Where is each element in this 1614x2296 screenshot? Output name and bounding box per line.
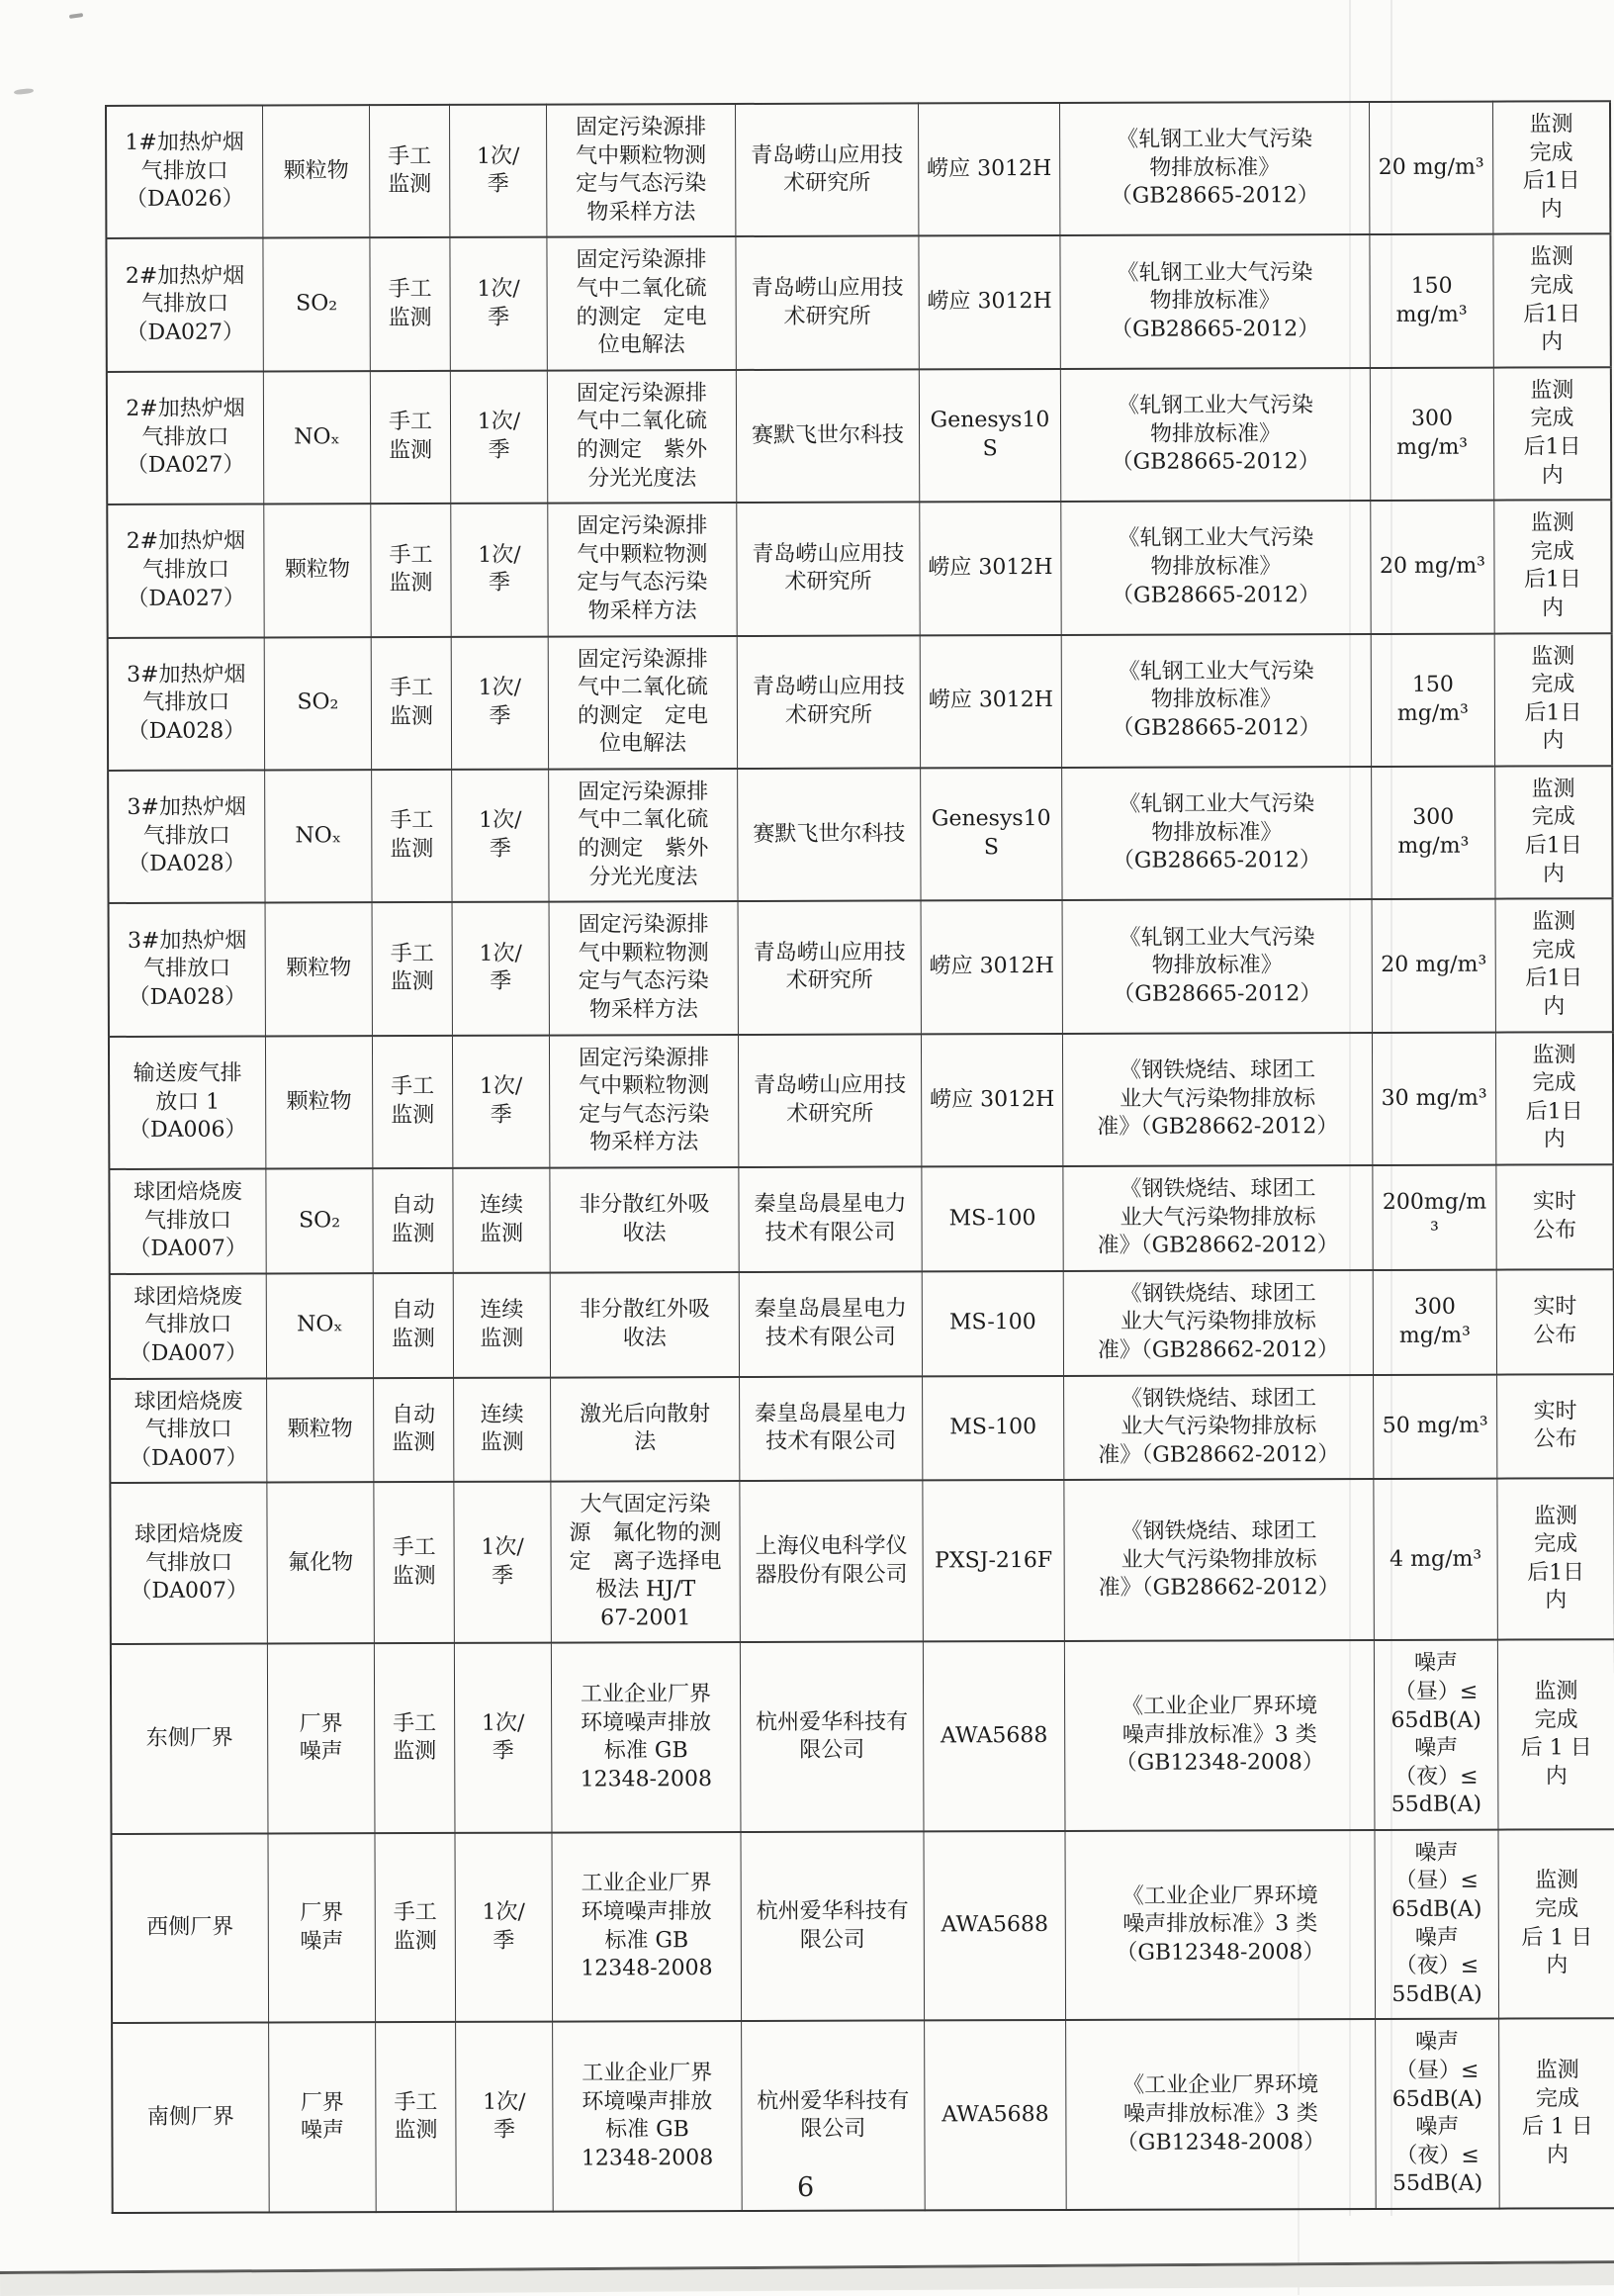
cell-outlet: 1#加热炉烟 气排放口 （DA026）: [106, 105, 263, 238]
cell-pollutant: SO₂: [266, 1168, 373, 1273]
cell-agency: 杭州爱华科技有 限公司: [741, 1831, 925, 2021]
cell-instrument: 崂应 3012H: [919, 235, 1060, 369]
cell-limit: 4 mg/m³: [1374, 1479, 1498, 1640]
cell-limit: 噪声 （昼）≤ 65dB(A) 噪声 （夜）≤ 55dB(A): [1374, 1640, 1498, 1830]
cell-method: 固定污染源排 气中二氧化硫 的测定 定电 位电解法: [548, 635, 737, 769]
cell-method: 工业企业厂界 环境噪声排放 标准 GB 12348-2008: [553, 2021, 743, 2211]
cell-monitoring-mode: 手工 监测: [371, 636, 451, 770]
cell-limit: 20 mg/m³: [1372, 899, 1495, 1033]
cell-standard: 《轧钢工业大气污染 物排放标准》 （GB28665-2012）: [1059, 102, 1369, 235]
cell-limit: 200mg/m ³: [1373, 1165, 1496, 1270]
cell-agency: 秦皇岛晨星电力 技术有限公司: [739, 1166, 922, 1271]
cell-outlet: 东侧厂界: [111, 1644, 268, 1834]
table-row: [111, 1640, 1614, 1834]
cell-pollutant: 颗粒物: [267, 1378, 374, 1483]
cell-limit: 300 mg/m³: [1373, 1269, 1496, 1374]
cell-publish-time: 监测 完成 后1日 内: [1495, 766, 1613, 899]
cell-method: 激光后向散射 法: [551, 1377, 740, 1482]
scan-smudge: [14, 88, 34, 95]
cell-publish-time: 监测 完成 后1日 内: [1493, 367, 1611, 501]
cell-frequency: 连续 监测: [453, 1168, 550, 1273]
cell-instrument: Genesys10S: [919, 369, 1060, 503]
table-row: [106, 101, 1610, 238]
cell-standard: 《轧钢工业大气污染 物排放标准》 （GB28665-2012）: [1060, 368, 1370, 502]
cell-instrument: 崂应 3012H: [921, 1034, 1062, 1167]
cell-pollutant: 颗粒物: [263, 105, 370, 238]
cell-pollutant: SO₂: [263, 238, 370, 372]
cell-publish-time: 监测 完成 后 1 日 内: [1497, 1640, 1614, 1830]
cell-pollutant: NOₓ: [266, 1273, 373, 1378]
cell-outlet: 球团焙烧废 气排放口 （DA007）: [110, 1483, 267, 1644]
cell-publish-time: 监测 完成 后 1 日 内: [1498, 1829, 1614, 2019]
cell-standard: 《钢铁烧结、球团工 业大气污染物排放标 准》（GB28662-2012）: [1062, 1033, 1372, 1166]
cell-frequency: 1次/ 季: [452, 902, 549, 1036]
cell-method: 非分散红外吸 收法: [550, 1167, 739, 1272]
cell-monitoring-mode: 手工 监测: [374, 1482, 455, 1643]
cell-method: 固定污染源排 气中二氧化硫 的测定 紫外 分光光度法: [549, 769, 738, 902]
cell-instrument: AWA5688: [924, 1831, 1066, 2021]
cell-limit: 噪声 （昼）≤ 65dB(A) 噪声 （夜）≤ 55dB(A): [1376, 2019, 1500, 2209]
cell-publish-time: 监测 完成 后1日 内: [1497, 1479, 1614, 1640]
cell-standard: 《工业企业厂界环境 噪声排放标准》3 类 （GB12348-2008）: [1065, 1830, 1376, 2021]
cell-method: 固定污染源排 气中颗粒物测 定与气态污染 物采样方法: [549, 1035, 738, 1168]
cell-agency: 青岛崂山应用技 术研究所: [738, 1034, 921, 1167]
cell-pollutant: SO₂: [264, 637, 371, 771]
cell-publish-time: 监测 完成 后1日 内: [1495, 1032, 1613, 1165]
cell-frequency: 1次/ 季: [454, 1643, 552, 1833]
cell-frequency: 连续 监测: [453, 1272, 550, 1377]
table-row: [107, 367, 1611, 505]
cell-limit: 150 mg/m³: [1371, 633, 1494, 767]
scan-edge-shadow: [0, 2263, 1614, 2296]
cell-outlet: 南侧厂界: [112, 2023, 269, 2213]
scan-smudge: [69, 13, 83, 19]
cell-standard: 《工业企业厂界环境 噪声排放标准》3 类 （GB12348-2008）: [1066, 2019, 1377, 2210]
cell-frequency: 1次/ 季: [450, 237, 547, 371]
cell-outlet: 球团焙烧废 气排放口 （DA007）: [110, 1273, 267, 1378]
cell-outlet: 2#加热炉烟 气排放口 （DA027）: [106, 238, 263, 372]
table-row: [110, 1269, 1614, 1379]
cell-monitoring-mode: 手工 监测: [372, 770, 452, 903]
cell-standard: 《钢铁烧结、球团工 业大气污染物排放标 准》（GB28662-2012）: [1064, 1479, 1375, 1641]
cell-limit: 300 mg/m³: [1370, 367, 1493, 501]
table-row: [110, 1374, 1614, 1484]
cell-outlet: 球团焙烧废 气排放口 （DA007）: [109, 1168, 266, 1273]
cell-monitoring-mode: 手工 监测: [372, 1036, 452, 1169]
cell-frequency: 1次/ 季: [451, 504, 548, 637]
cell-instrument: MS-100: [922, 1271, 1063, 1376]
cell-frequency: 连续 监测: [454, 1377, 551, 1482]
cell-agency: 杭州爱华科技有 限公司: [742, 2021, 926, 2211]
cell-publish-time: 监测 完成 后1日 内: [1495, 898, 1613, 1032]
cell-outlet: 3#加热炉烟 气排放口 （DA028）: [108, 770, 265, 903]
table-row: [112, 2019, 1614, 2213]
cell-method: 固定污染源排 气中颗粒物测 定与气态污染 物采样方法: [548, 503, 737, 636]
cell-publish-time: 实时 公布: [1497, 1374, 1614, 1479]
cell-standard: 《轧钢工业大气污染 物排放标准》 （GB28665-2012）: [1062, 767, 1372, 900]
cell-pollutant: 颗粒物: [265, 902, 372, 1036]
table-row: [106, 234, 1610, 372]
cell-pollutant: 氟化物: [267, 1482, 375, 1643]
cell-instrument: 崂应 3012H: [920, 502, 1061, 635]
cell-pollutant: 颗粒物: [264, 504, 371, 637]
cell-publish-time: 监测 完成 后1日 内: [1494, 633, 1612, 767]
cell-frequency: 1次/ 季: [456, 2022, 554, 2212]
cell-publish-time: 实时 公布: [1496, 1269, 1614, 1374]
cell-monitoring-mode: 自动 监测: [374, 1377, 454, 1482]
cell-monitoring-mode: 手工 监测: [370, 371, 450, 505]
cell-agency: 青岛崂山应用技 术研究所: [737, 635, 920, 769]
cell-outlet: 西侧厂界: [111, 1833, 268, 2023]
cell-limit: 300 mg/m³: [1372, 766, 1495, 899]
cell-method: 非分散红外吸 收法: [550, 1272, 739, 1377]
cell-agency: 秦皇岛晨星电力 技术有限公司: [740, 1376, 923, 1481]
cell-monitoring-mode: 手工 监测: [370, 237, 450, 371]
cell-instrument: Genesys10S: [921, 768, 1062, 901]
cell-instrument: AWA5688: [923, 1641, 1065, 1831]
cell-outlet: 输送废气排 放口 1 （DA006）: [109, 1036, 266, 1169]
cell-limit: 50 mg/m³: [1374, 1374, 1497, 1479]
table-row: [107, 500, 1611, 637]
cell-instrument: MS-100: [923, 1376, 1064, 1481]
cell-standard: 《轧钢工业大气污染 物排放标准》 （GB28665-2012）: [1061, 501, 1371, 634]
cell-method: 大气固定污染 源 氟化物的测 定 离子选择电 极法 HJ/T 67-2001: [551, 1481, 741, 1643]
cell-standard: 《钢铁烧结、球团工 业大气污染物排放标 准》（GB28662-2012）: [1063, 1270, 1373, 1376]
cell-instrument: 崂应 3012H: [918, 103, 1059, 236]
cell-limit: 20 mg/m³: [1369, 102, 1492, 235]
cell-standard: 《轧钢工业大气污染 物排放标准》 （GB28665-2012）: [1060, 234, 1370, 368]
cell-outlet: 3#加热炉烟 气排放口 （DA028）: [108, 637, 265, 771]
cell-method: 固定污染源排 气中二氧化硫 的测定 定电 位电解法: [547, 236, 736, 370]
cell-method: 固定污染源排 气中二氧化硫 的测定 紫外 分光光度法: [547, 370, 736, 504]
cell-agency: 青岛崂山应用技 术研究所: [738, 901, 921, 1035]
cell-method: 工业企业厂界 环境噪声排放 标准 GB 12348-2008: [552, 1832, 742, 2022]
cell-pollutant: NOₓ: [265, 770, 372, 903]
cell-method: 固定污染源排 气中颗粒物测 定与气态污染 物采样方法: [549, 901, 738, 1035]
cell-agency: 秦皇岛晨星电力 技术有限公司: [739, 1271, 922, 1376]
cell-instrument: 崂应 3012H: [921, 900, 1062, 1034]
cell-monitoring-mode: 手工 监测: [372, 902, 452, 1036]
cell-outlet: 2#加热炉烟 气排放口 （DA027）: [107, 371, 264, 505]
cell-publish-time: 监测 完成 后 1 日 内: [1499, 2019, 1614, 2209]
cell-publish-time: 实时 公布: [1496, 1164, 1614, 1269]
cell-agency: 赛默飞世尔科技: [736, 369, 919, 503]
cell-pollutant: 厂界 噪声: [269, 2023, 377, 2213]
cell-monitoring-mode: 手工 监测: [375, 1833, 456, 2023]
cell-agency: 青岛崂山应用技 术研究所: [737, 503, 920, 636]
cell-pollutant: NOₓ: [263, 371, 370, 505]
cell-frequency: 1次/ 季: [454, 1482, 552, 1643]
table-row: [110, 1479, 1614, 1645]
cell-standard: 《钢铁烧结、球团工 业大气污染物排放标 准》（GB28662-2012）: [1063, 1165, 1373, 1271]
cell-frequency: 1次/ 季: [450, 105, 547, 238]
cell-monitoring-mode: 自动 监测: [373, 1273, 453, 1378]
cell-pollutant: 厂界 噪声: [268, 1833, 376, 2023]
cell-limit: 150 mg/m³: [1370, 234, 1493, 368]
cell-outlet: 3#加热炉烟 气排放口 （DA028）: [109, 903, 266, 1037]
cell-method: 工业企业厂界 环境噪声排放 标准 GB 12348-2008: [551, 1642, 741, 1832]
cell-limit: 噪声 （昼）≤ 65dB(A) 噪声 （夜）≤ 55dB(A): [1375, 1829, 1499, 2019]
cell-agency: 赛默飞世尔科技: [738, 768, 921, 901]
table-row: [108, 633, 1612, 771]
cell-instrument: 崂应 3012H: [920, 634, 1061, 768]
cell-frequency: 1次/ 季: [455, 1832, 553, 2022]
cell-frequency: 1次/ 季: [451, 636, 548, 770]
table-row: [109, 898, 1613, 1036]
cell-monitoring-mode: 手工 监测: [376, 2022, 457, 2212]
cell-instrument: AWA5688: [925, 2020, 1067, 2210]
cell-monitoring-mode: 手工 监测: [371, 504, 451, 637]
cell-pollutant: 颗粒物: [265, 1036, 372, 1169]
cell-agency: 上海仪电科学仪 器股份有限公司: [740, 1481, 924, 1643]
table-row: [109, 1164, 1613, 1274]
cell-instrument: PXSJ-216F: [923, 1480, 1065, 1641]
cell-frequency: 1次/ 季: [452, 769, 549, 902]
cell-standard: 《工业企业厂界环境 噪声排放标准》3 类 （GB12348-2008）: [1064, 1640, 1375, 1831]
cell-monitoring-mode: 手工 监测: [374, 1643, 455, 1833]
cell-publish-time: 监测 完成 后1日 内: [1492, 101, 1610, 234]
cell-limit: 20 mg/m³: [1371, 501, 1494, 634]
table-row: [108, 766, 1612, 903]
cell-publish-time: 监测 完成 后1日 内: [1494, 500, 1612, 633]
table-row: [111, 1829, 1614, 2023]
cell-standard: 《轧钢工业大气污染 物排放标准》 （GB28665-2012）: [1062, 899, 1372, 1033]
cell-instrument: MS-100: [922, 1166, 1063, 1271]
cell-standard: 《钢铁烧结、球团工 业大气污染物排放标 准》（GB28662-2012）: [1064, 1375, 1374, 1481]
cell-agency: 杭州爱华科技有 限公司: [740, 1642, 924, 1832]
table-row: [109, 1032, 1613, 1169]
cell-outlet: 球团焙烧废 气排放口 （DA007）: [110, 1378, 267, 1483]
cell-outlet: 2#加热炉烟 气排放口 （DA027）: [107, 505, 264, 638]
monitoring-table: [105, 100, 1614, 2214]
cell-frequency: 1次/ 季: [450, 370, 547, 504]
cell-limit: 30 mg/m³: [1372, 1032, 1495, 1165]
cell-pollutant: 厂界 噪声: [267, 1643, 375, 1833]
cell-publish-time: 监测 完成 后1日 内: [1493, 234, 1611, 368]
cell-agency: 青岛崂山应用技 术研究所: [736, 103, 919, 236]
cell-monitoring-mode: 手工 监测: [370, 105, 450, 238]
cell-standard: 《轧钢工业大气污染 物排放标准》 （GB28665-2012）: [1061, 633, 1371, 767]
cell-agency: 青岛崂山应用技 术研究所: [736, 236, 919, 370]
page-number: 6: [797, 2172, 815, 2203]
cell-method: 固定污染源排 气中颗粒物测 定与气态污染 物采样方法: [547, 104, 736, 237]
cell-frequency: 1次/ 季: [452, 1035, 549, 1168]
cell-monitoring-mode: 自动 监测: [373, 1168, 453, 1273]
